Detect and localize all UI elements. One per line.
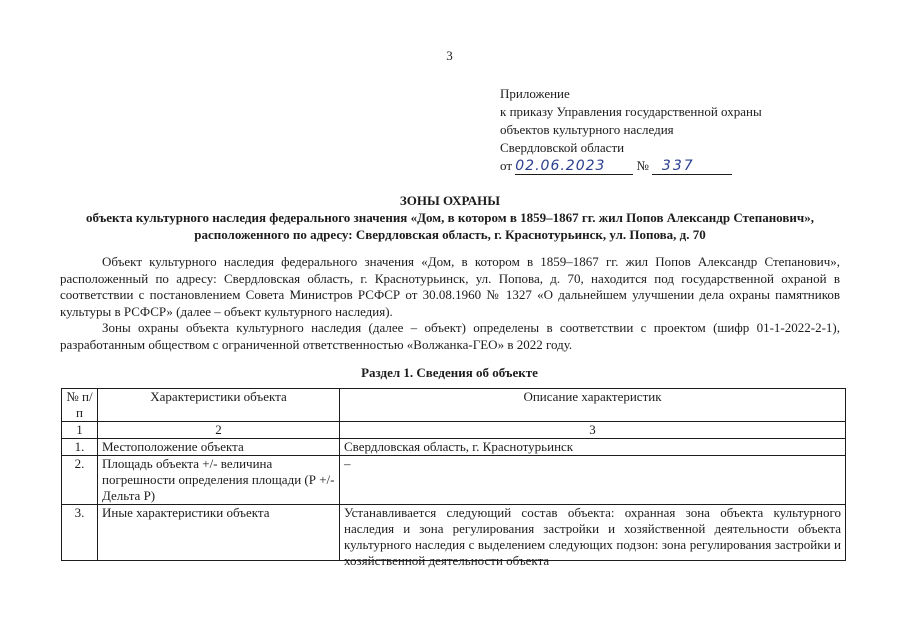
paragraph-2: Зоны охраны объекта культурного наследия (далее – объект) определены в соответствии с проектом (шифр 01-1-2022-2-1), разработанным обществом с ограниченной ответственностью «Волжанка-ГЕО» в 2022 году. [60, 320, 840, 352]
column-number-2: 2 [98, 422, 340, 439]
properties-table [61, 388, 846, 568]
table-row [62, 439, 846, 456]
section-title: Раздел 1. Сведения об объекте [361, 365, 538, 380]
appendix-date-line [500, 157, 762, 175]
row-description: – [340, 456, 846, 505]
row-characteristic: Площадь объекта +/- величина погрешности определения площади (Р +/- Дельта Р) [98, 456, 340, 505]
row-num: 1. [62, 439, 98, 456]
appendix-block [500, 85, 762, 175]
row-characteristic: Иные характеристики объекта [98, 505, 340, 561]
table-column-numbers-row [62, 422, 846, 439]
date-value: 02.06.2023 [515, 158, 606, 174]
table-row [62, 456, 846, 505]
date-field [515, 158, 633, 175]
number-sign: № [636, 158, 649, 173]
appendix-line-1: Приложение [500, 86, 570, 101]
date-prefix: от [500, 158, 513, 173]
row-num: 2. [62, 456, 98, 505]
table-header-row [62, 389, 846, 422]
table-row [62, 505, 846, 561]
header-characteristic: Характеристики объекта [98, 389, 340, 422]
appendix-line-3: объектов культурного наследия [500, 122, 674, 137]
appendix-line-2: к приказу Управления государственной охраны [500, 104, 762, 119]
title-line-2: объекта культурного наследия федерального значения «Дом, в котором в 1859–1867 гг. жил Попов Александр Степанович», расположенного по адресу: Свердловская область, г. Краснотурьинск, ул. Попова, д. 70 [86, 210, 814, 242]
number-value: 337 [661, 158, 695, 174]
row-description: Свердловская область, г. Краснотурьинск [340, 439, 846, 456]
paragraph-1: Объект культурного наследия федерального значения «Дом, в котором в 1859–1867 гг. жил Попов Александр Степанович», расположенный по адресу: Свердловская область, г. Краснотурьинск, ул. Попова, д. 70, находится под государственной охраной в соответствии с постановлением Совета Министров РСФСР от 30.08.1960 № 1327 «О дальнейшем улучшении дела охраны памятников культуры в РСФСР» (далее – объект культурного наследия). [60, 254, 840, 319]
column-number-1: 1 [62, 422, 98, 439]
document-title [60, 192, 840, 243]
page-number: 3 [446, 48, 453, 63]
body-text [60, 254, 840, 353]
header-description: Описание характеристик [340, 389, 846, 422]
header-num: № п/п [62, 389, 98, 422]
title-line-1: ЗОНЫ ОХРАНЫ [399, 193, 501, 208]
row-description-cell [340, 505, 846, 568]
row-description: Устанавливается следующий состав объекта: охранная зона объекта культурного наследия и зона регулирования застройки и хозяйственной деятельности объекта культурного наследия с выделением следующих подзон: зона регулирования застройки и хозяйственной деятельности объекта [344, 505, 841, 568]
row-characteristic: Местоположение объекта [98, 439, 340, 456]
column-number-3: 3 [340, 422, 846, 439]
number-field [652, 158, 732, 175]
row-num: 3. [62, 505, 98, 561]
appendix-line-4: Свердловской области [500, 140, 625, 155]
